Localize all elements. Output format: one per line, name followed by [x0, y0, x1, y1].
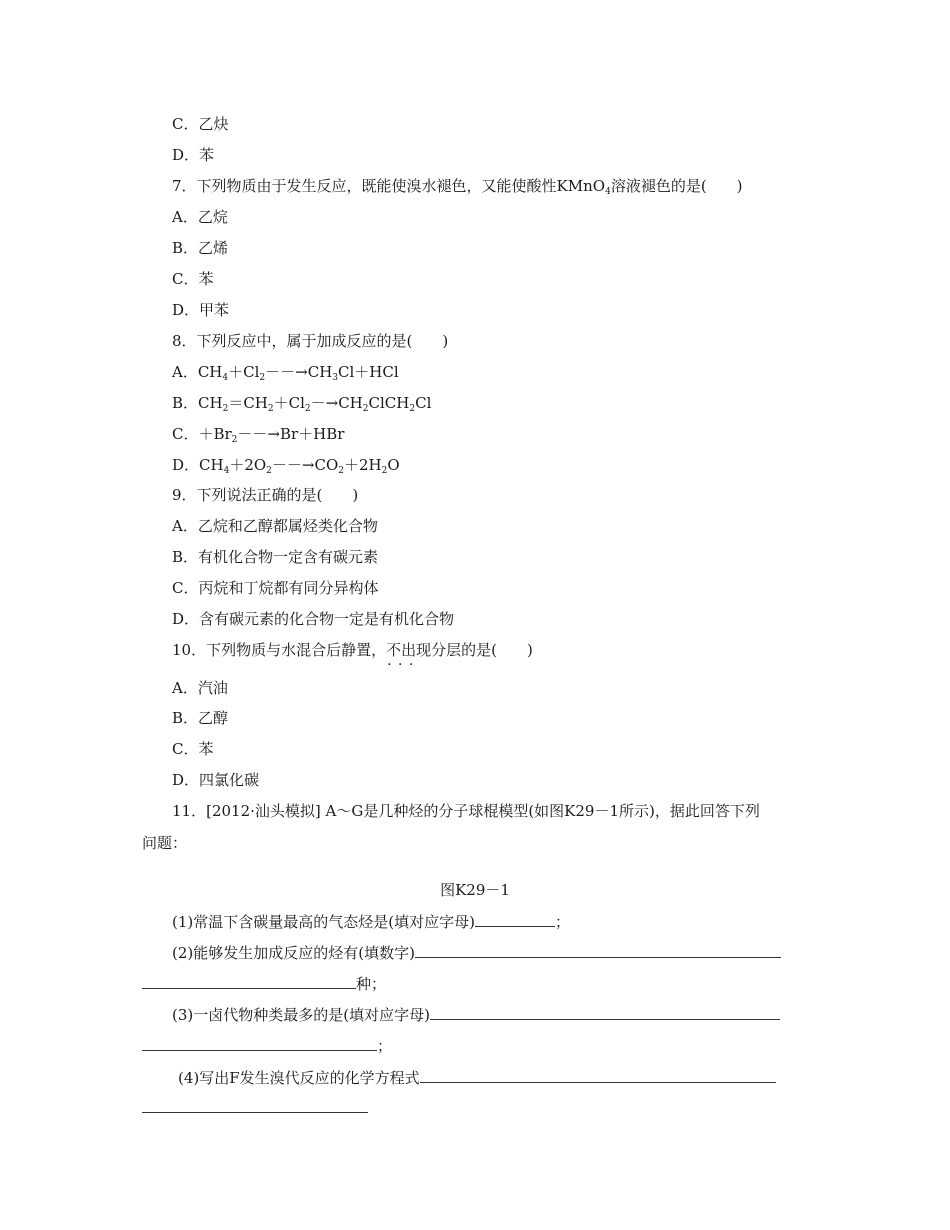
answer-blank[interactable] — [142, 974, 356, 989]
option-text: C．丙烷和丁烷都有同分异构体 — [172, 579, 379, 597]
question-8: 8．下列反应中，属于加成反应的是( ) — [172, 332, 449, 350]
option-text: B．乙烯 — [172, 239, 229, 257]
question-10: 10．下列物质与水混合后静置，不出现 · · ·分层的是( ) — [172, 640, 533, 660]
question-7: 7．下列物质由于发生反应，既能使溴水褪色，又能使酸性KMnO$_4$溶液褪色的是( ) — [172, 177, 743, 197]
answer-blank[interactable] — [420, 1068, 776, 1083]
option-text: D．四氯化碳 — [172, 771, 260, 789]
answer-blank[interactable] — [415, 943, 781, 958]
question-11: 11．[2012·汕头模拟] A～G是几种烃的分子球棍模型(如图K29－1所示)，据此回答下列 — [172, 802, 760, 820]
figure-caption: 图K29－1 — [440, 881, 510, 899]
question-11-cont: 问题： — [142, 834, 188, 852]
option-text: A．乙烷 — [172, 208, 228, 226]
emphasis-text: 不出现 · · · — [386, 641, 431, 659]
option-text: D．甲苯 — [172, 301, 230, 319]
option-text: C．乙炔 — [172, 115, 229, 133]
subquestion-3-cont: ； — [142, 1036, 392, 1056]
subquestion-4-cont — [142, 1098, 368, 1118]
answer-blank[interactable] — [142, 1098, 368, 1113]
q8-option-d: D．$CH_4+2O_2--\to CO_2+2H_2O$ — [172, 456, 400, 476]
q8-option-b: B．$CH_2=CH_2+Cl_2-\to CH_2ClCH_2Cl$ — [172, 394, 432, 414]
option-text: D．苯 — [172, 146, 215, 164]
subquestion-4: (4)写出F发生溴代反应的化学方程式 — [178, 1068, 776, 1088]
option-text: A．汽油 — [172, 679, 228, 697]
question-9: 9．下列说法正确的是( ) — [172, 486, 359, 504]
answer-blank[interactable] — [430, 1005, 780, 1020]
option-text: B．有机化合物一定含有碳元素 — [172, 548, 379, 566]
subquestion-1: (1)常温下含碳量最高的气态烃是(填对应字母) ； — [172, 913, 570, 931]
option-text: A．乙烷和乙醇都属烃类化合物 — [172, 517, 378, 535]
answer-blank[interactable] — [142, 1036, 377, 1051]
option-text: D．含有碳元素的化合物一定是有机化合物 — [172, 610, 455, 628]
option-text: C．苯 — [172, 270, 214, 288]
subquestion-2: (2)能够发生加成反应的烃有(填数字) — [172, 943, 781, 963]
q8-option-c: C．$+Br_2--\to Br+HBr$ — [172, 425, 345, 445]
option-text: C．苯 — [172, 740, 214, 758]
option-text: B．乙醇 — [172, 709, 229, 727]
q8-option-a: A．$CH_4+Cl_2--\to CH_3Cl+HCl$ — [172, 363, 399, 383]
subquestion-3: (3)一卤代物种类最多的是(填对应字母) — [172, 1005, 780, 1025]
answer-blank[interactable] — [475, 912, 555, 927]
subquestion-2-cont: 种； — [142, 974, 386, 994]
